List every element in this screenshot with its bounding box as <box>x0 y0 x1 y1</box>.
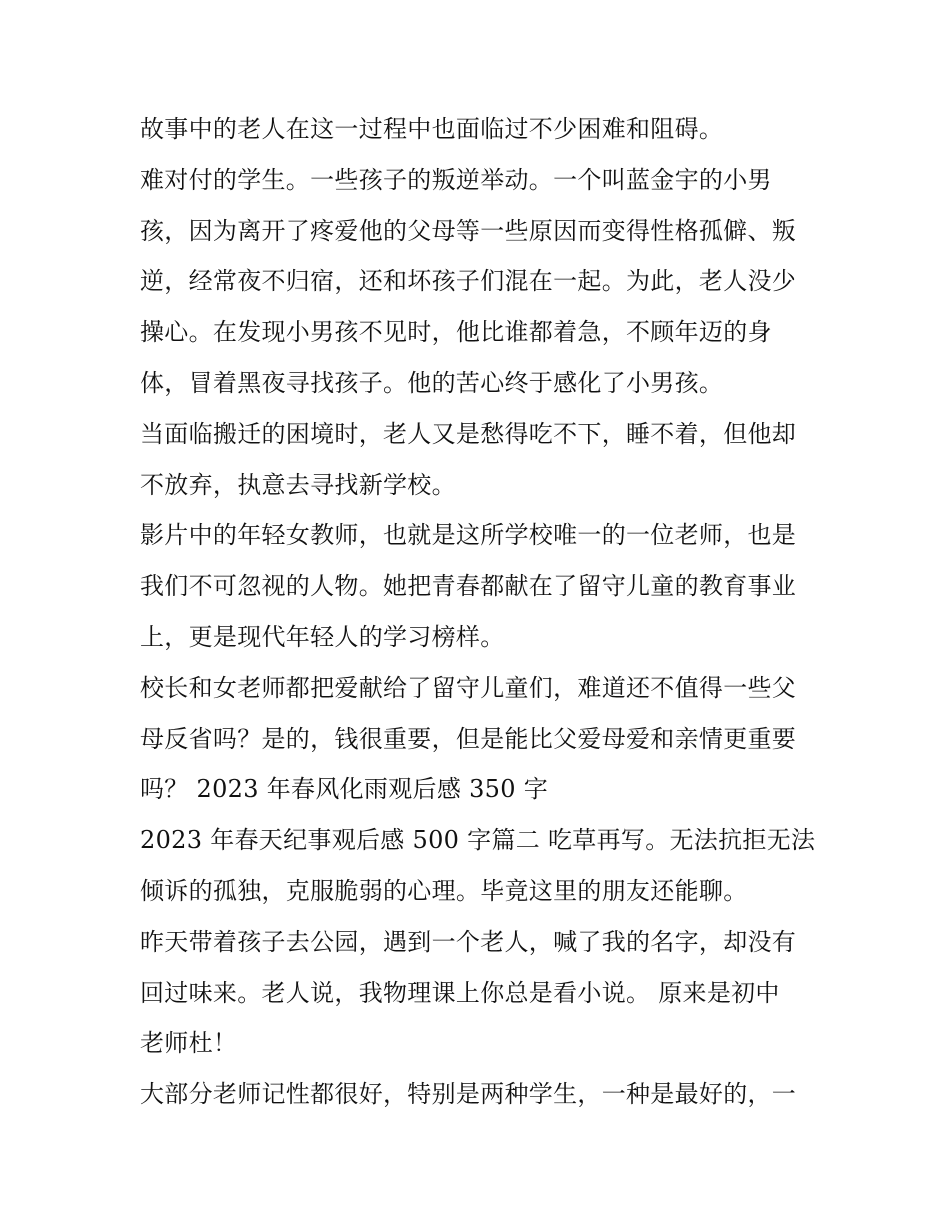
text-line: 当面临搬迁的困境时，老人又是愁得吃不下，睡不着，但他却 <box>140 419 797 448</box>
text-line: 不放弃，执意去寻找新学校。 <box>140 470 456 499</box>
text-line: 故事中的老人在这一过程中也面临过不少困难和阻碍。 <box>140 115 724 143</box>
text-line: 2023 年春天纪事观后感 500 字篇二 吃草再写。无法抗拒无法 <box>140 826 815 855</box>
text-line: 吗？ 2023 年春风化雨观后感 350 字 <box>140 775 549 804</box>
text-line: 逆，经常夜不归宿，还和坏孩子们混在一起。为此，老人没少 <box>140 267 797 296</box>
text-line: 老师杜！ <box>140 1029 238 1058</box>
text-line: 体，冒着黑夜寻找孩子。他的苦心终于感化了小男孩。 <box>140 368 724 397</box>
text-line: 操心。在发现小男孩不见时，他比谁都着急，不顾年迈的身 <box>140 318 772 347</box>
text-line: 母反省吗？是的，钱很重要，但是能比父爱母爱和亲情更重要 <box>140 724 797 753</box>
document-body <box>140 104 815 1120</box>
text-line: 孩，因为离开了疼爱他的父母等一些原因而变得性格孤僻、叛 <box>140 216 797 245</box>
text-line: 难对付的学生。一些孩子的叛逆举动。一个叫蓝金宇的小男 <box>140 165 772 194</box>
text-line: 上，更是现代年轻人的学习榜样。 <box>140 622 505 651</box>
text-line: 倾诉的孤独，克服脆弱的心理。毕竟这里的朋友还能聊。 <box>140 876 748 905</box>
text-line: 昨天带着孩子去公园，遇到一个老人，喊了我的名字，却没有 <box>140 927 797 956</box>
text-line: 大部分老师记性都很好，特别是两种学生，一种是最好的，一 <box>140 1080 797 1109</box>
text-line: 影片中的年轻女教师，也就是这所学校唯一的一位老师，也是 <box>140 521 797 550</box>
text-line: 我们不可忽视的人物。她把青春都献在了留守儿童的教育事业 <box>140 572 797 601</box>
text-line: 回过味来。老人说，我物理课上你总是看小说。 原来是初中 <box>140 978 780 1007</box>
text-line: 校长和女老师都把爱献给了留守儿童们，难道还不值得一些父 <box>140 673 797 702</box>
